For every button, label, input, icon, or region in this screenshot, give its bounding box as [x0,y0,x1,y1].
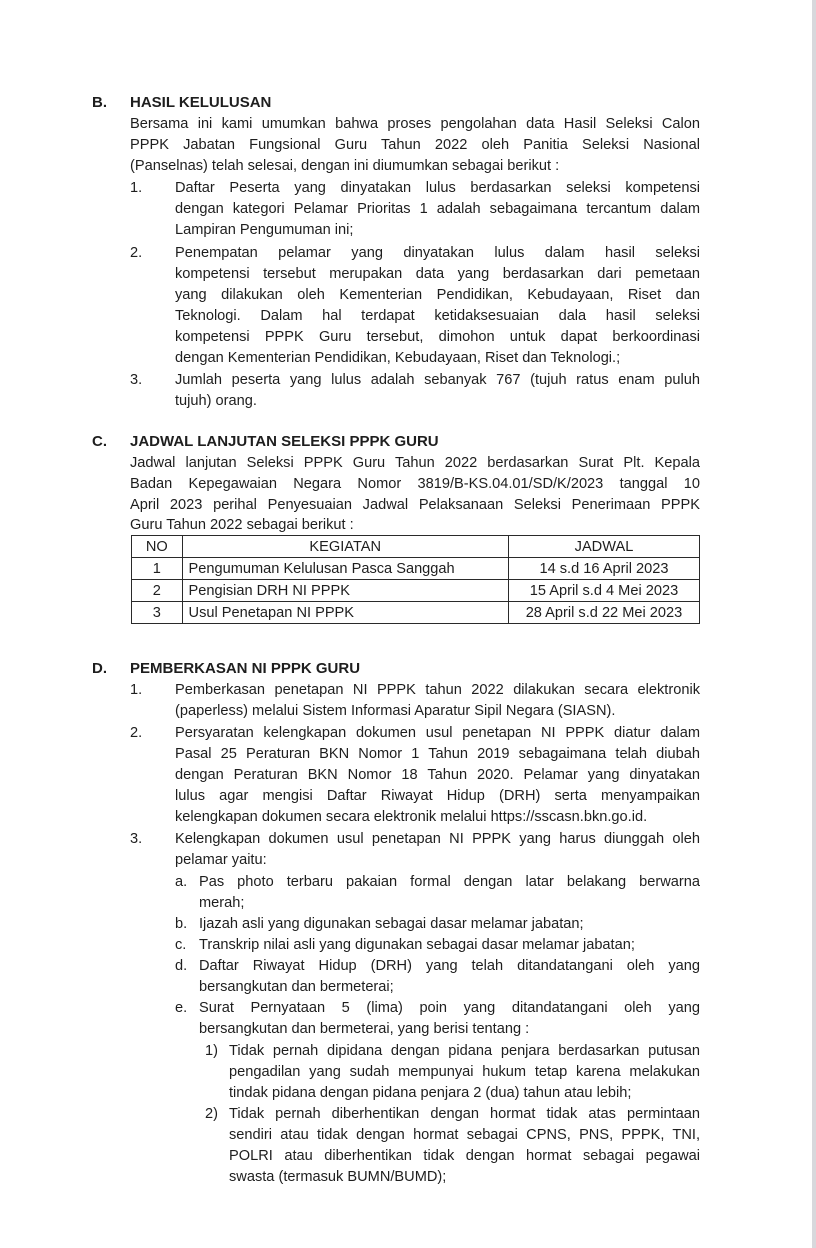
section-b-item-line: Lampiran Pengumuman ini; [175,222,354,238]
section-b-item-line: Jumlah peserta yang lulus adalah sebanyak 767 (tujuh ratus enam puluh [175,372,700,388]
point-line: tindak pidana dengan pidana penjara 2 (dua) tahun atau lebih; [229,1085,632,1101]
section-b-item-number: 1. [130,180,143,196]
subitem-line: bersangkutan dan bermeterai, yang berisi tentang : [199,1021,530,1037]
cell-kegiatan: Pengumuman Kelulusan Pasca Sanggah [182,558,508,580]
section-b-item-line: kompetensi tersebut merupakan data yang berdasarkan dari pemetaan [175,266,700,282]
cell-kegiatan: Pengisian DRH NI PPPK [182,580,508,602]
section-d-letter: D. [92,660,107,677]
section-c-intro-line: Jadwal lanjutan Seleksi PPPK Guru Tahun 2022 berdasarkan Surat Plt. Kepala [130,455,700,471]
section-d-item-line: (paperless) melalui Sistem Informasi Aparatur Sipil Negara (SIASN). [175,703,616,719]
point-mark: 2) [205,1106,218,1122]
header-kegiatan: KEGIATAN [182,536,508,558]
subitem-line: merah; [199,895,245,911]
section-d-item-line: Pasal 25 Peraturan BKN Nomor 1 Tahun 2019 sebagaimana telah diubah [175,746,700,762]
section-d-item-line: Pemberkasan penetapan NI PPPK tahun 2022 dilakukan secara elektronik [175,682,700,698]
point-line: sendiri atau tidak dengan hormat sebagai CPNS, PNS, PPPK, TNI, [229,1127,700,1143]
section-d-item-line: lulus agar mengisi Daftar Riwayat Hidup (DRH) serta menyampaikan [175,788,700,804]
section-b-item-line: Daftar Peserta yang dinyatakan lulus berdasarkan seleksi kompetensi [175,180,700,196]
subitem-mark: a. [175,874,188,890]
point-line: pengadilan yang sudah mempunyai hukum tetap karena melakukan [229,1064,700,1080]
section-c-letter: C. [92,433,107,450]
section-d-item-line: pelamar yaitu: [175,852,267,868]
header-no: NO [132,536,183,558]
section-b-item-number: 3. [130,372,143,388]
header-jadwal: JADWAL [508,536,699,558]
section-d-item-number: 3. [130,831,143,847]
section-b-item-number: 2. [130,245,143,261]
section-b-item-line: yang dilakukan oleh Kementerian Pendidikan, Kebudayaan, Riset dan [175,287,700,303]
section-b-title: HASIL KELULUSAN [130,94,272,111]
cell-jadwal: 14 s.d 16 April 2023 [508,558,699,580]
section-c-intro-line: April 2023 perihal Penyesuaian Jadwal Pelaksanaan Seleksi Penerimaan PPPK [130,497,700,513]
section-d-title: PEMBERKASAN NI PPPK GURU [130,660,361,677]
cell-jadwal: 15 April s.d 4 Mei 2023 [508,580,699,602]
subitem-line: Daftar Riwayat Hidup (DRH) yang telah ditandatangani oleh yang [199,958,700,974]
section-b-item-line: kompetensi PPPK Guru tersebut, dimohon untuk dapat berkoordinasi [175,329,700,345]
subitem-line: Transkrip nilai asli yang digunakan sebagai dasar melamar jabatan; [199,937,635,953]
section-b-intro-line: PPPK Jabatan Fungsional Guru Tahun 2022 oleh Panitia Seleksi Nasional [130,137,700,153]
section-b-item-line: dengan kategori Pelamar Prioritas 1 adalah sebagaimana tercantum dalam [175,201,700,217]
subitem-mark: e. [175,1000,188,1016]
point-line: swasta (termasuk BUMN/BUMD); [229,1169,447,1185]
section-b-letter: B. [92,94,107,111]
section-b-intro-line: (Panselnas) telah selesai, dengan ini diumumkan sebagai berikut : [130,158,560,174]
table-row [132,580,700,602]
table-row [132,558,700,580]
subitem-line: Ijazah asli yang digunakan sebagai dasar melamar jabatan; [199,916,584,932]
cell-kegiatan: Usul Penetapan NI PPPK [182,602,508,624]
section-d-item-line: Persyaratan kelengkapan dokumen usul penetapan NI PPPK diatur dalam [175,725,700,741]
table-header-row [132,536,700,558]
section-b-item-line: tujuh) orang. [175,393,257,409]
section-b-item-line: Penempatan pelamar yang dinyatakan lulus dalam hasil seleksi [175,245,700,261]
subitem-mark: c. [175,937,187,953]
cell-no: 1 [132,558,183,580]
point-line: POLRI atau diberhentikan tidak dengan hormat sebagai pegawai [229,1148,700,1164]
subitem-line: bersangkutan dan bermeterai; [199,979,394,995]
section-b-item-line: Teknologi. Dalam hal terdapat ketidaksesuaian dala hasil seleksi [175,308,700,324]
cell-no: 3 [132,602,183,624]
subitem-line: Surat Pernyataan 5 (lima) poin yang ditandatangani oleh yang [199,1000,700,1016]
section-c-intro-line: Guru Tahun 2022 sebagai berikut : [130,517,354,533]
cell-no: 2 [132,580,183,602]
table-row [132,602,700,624]
cell-jadwal: 28 April s.d 22 Mei 2023 [508,602,699,624]
section-d-item-line: dengan Peraturan BKN Nomor 18 Tahun 2020. Pelamar yang dinyatakan [175,767,700,783]
subitem-line: Pas photo terbaru pakaian formal dengan latar belakang berwarna [199,874,700,890]
point-line: Tidak pernah diberhentikan dengan hormat tidak atas permintaan [229,1106,700,1122]
subitem-mark: b. [175,916,188,932]
section-c-intro-line: Badan Kepegawaian Negara Nomor 3819/B-KS.04.01/SD/K/2023 tanggal 10 [130,476,700,492]
section-d-item-number: 1. [130,682,143,698]
section-c-title: JADWAL LANJUTAN SELEKSI PPPK GURU [130,433,439,450]
section-d-item-line: kelengkapan dokumen secara elektronik melalui https://sscasn.bkn.go.id. [175,809,648,825]
section-d-item-number: 2. [130,725,143,741]
section-b-intro-line: Bersama ini kami umumkan bahwa proses pengolahan data Hasil Seleksi Calon [130,116,700,132]
subitem-mark: d. [175,958,188,974]
point-line: Tidak pernah dipidana dengan pidana penjara berdasarkan putusan [229,1043,700,1059]
section-d-item-line: Kelengkapan dokumen usul penetapan NI PPPK yang harus diunggah oleh [175,831,700,847]
section-b-item-line: dengan Kementerian Pendidikan, Kebudayaan, Riset dan Teknologi.; [175,350,621,366]
schedule-table [131,535,700,624]
point-mark: 1) [205,1043,218,1059]
